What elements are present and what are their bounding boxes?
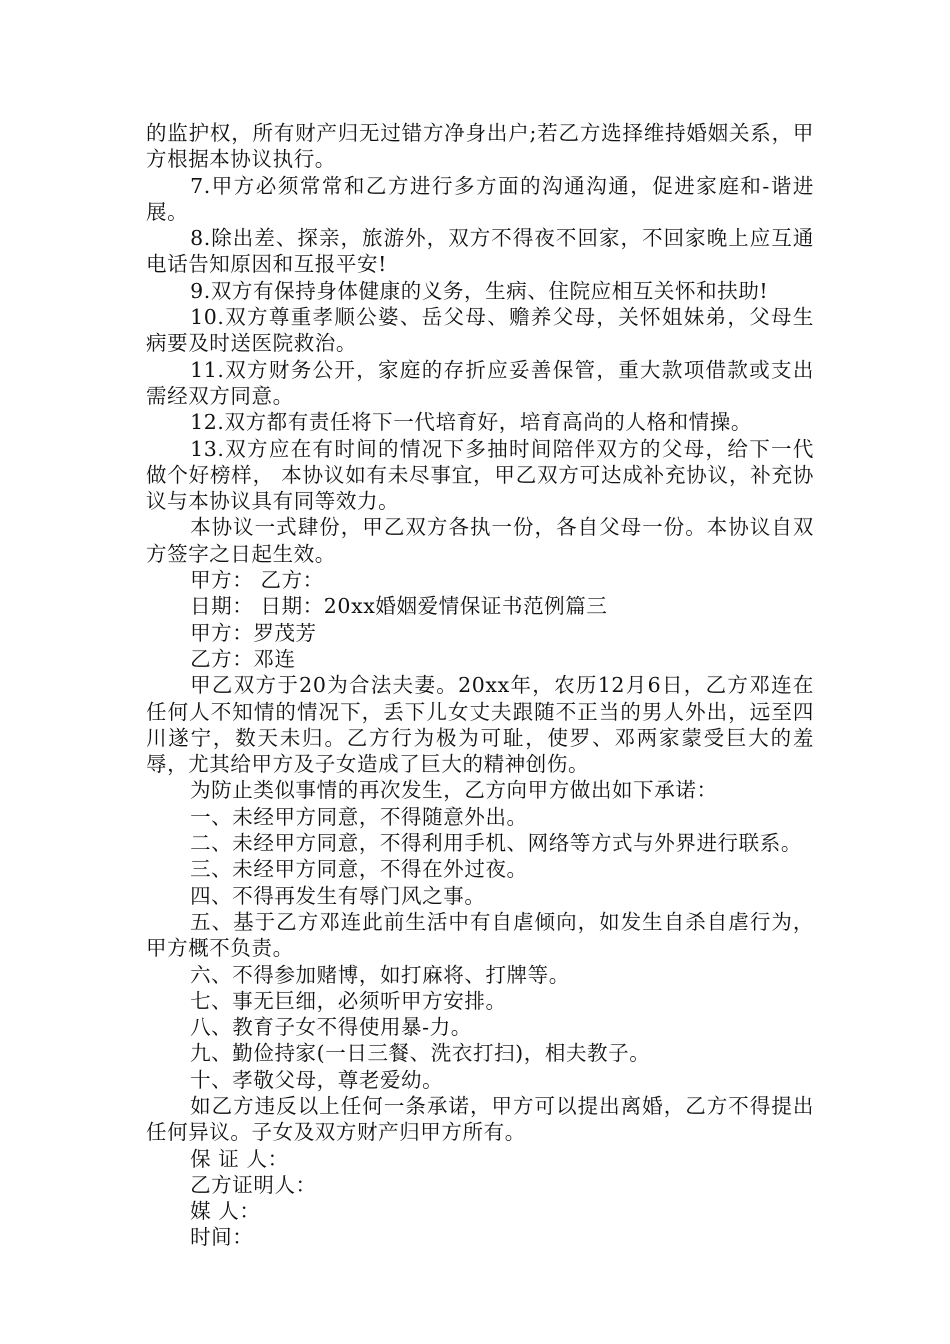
paragraph: 如乙方违反以上任何一条承诺，甲方可以提出离婚，乙方不得提出任何异议。子女及双方财产归甲方所有。 [146, 1093, 814, 1145]
list-item: 十、孝敬父母，尊老爱幼。 [190, 1067, 444, 1092]
paragraph: 甲乙双方于20为合法夫妻。20xx年，农历12月6日，乙方邓连在任何人不知情的情况下，丢下儿女丈夫跟随不正当的男人外出，远至四川遂宁，数天未归。乙方行为极为可耻，使罗、邓两家蒙受巨大的羞辱，尤其给甲方及子女造成了巨大的精神创伤。 [146, 673, 814, 777]
paragraph: 12.双方都有责任将下一代培育好，培育高尚的人格和情操。 [190, 410, 752, 435]
paragraph: 11.双方财务公开，家庭的存折应妥善保管，重大款项借款或支出需经双方同意。 [146, 357, 814, 408]
guarantor-line: 保 证 人： [190, 1146, 289, 1171]
paragraph: 8.除出差、探亲，旅游外，双方不得夜不回家，不回家晚上应互通电话告知原因和互报平安! [146, 226, 814, 277]
list-item: 四、不得再发生有辱门风之事。 [190, 883, 486, 908]
party-b-line: 乙方：邓连 [190, 646, 296, 671]
list-item: 九、勤俭持家(一日三餐、洗衣打扫)，相夫教子。 [190, 1041, 651, 1066]
witness-line: 乙方证明人： [190, 1172, 317, 1197]
list-item: 二、未经甲方同意，不得利用手机、网络等方式与外界进行联系。 [190, 831, 802, 856]
paragraph: 13.双方应在有时间的情况下多抽时间陪伴双方的父母，给下一代做个好榜样， 本协议如有未尽事宜，甲乙双方可达成补充协议，补充协议与本协议具有同等效力。 [146, 436, 814, 514]
list-item: 三、未经甲方同意，不得在外过夜。 [190, 857, 528, 882]
matchmaker-line: 媒 人： [190, 1199, 261, 1224]
paragraph: 的监护权，所有财产归无过错方净身出户;若乙方选择维持婚姻关系，甲方根据本协议执行。 [146, 121, 814, 172]
paragraph: 本协议一式肆份，甲乙双方各执一份，各自父母一份。本协议自双方签字之日起生效。 [146, 515, 814, 566]
list-item: 六、不得参加赌博，如打麻将、打牌等。 [190, 962, 570, 987]
date-line: 日期： 日期：20xx婚姻爱情保证书范例篇三 [190, 594, 608, 619]
time-line: 时间： [190, 1225, 254, 1250]
list-item: 七、事无巨细，必须听甲方安排。 [190, 988, 507, 1013]
paragraph: 为防止类似事情的再次发生，乙方向甲方做出如下承诺： [190, 778, 718, 803]
paragraph: 10.双方尊重孝顺公婆、岳父母、赡养父母，关怀姐妹弟，父母生病要及时送医院救治。 [146, 305, 814, 356]
party-a-line: 甲方：罗茂芳 [190, 620, 317, 645]
signature-line: 甲方： 乙方： [190, 568, 324, 593]
list-item: 一、未经甲方同意，不得随意外出。 [190, 804, 528, 829]
list-item: 八、教育子女不得使用暴-力。 [190, 1015, 472, 1040]
list-item: 五、基于乙方邓连此前生活中有自虐倾向，如发生自杀自虐行为，甲方概不负责。 [146, 909, 814, 961]
paragraph: 7.甲方必须常常和乙方进行多方面的沟通沟通，促进家庭和-谐进展。 [146, 173, 814, 224]
paragraph: 9.双方有保持身体健康的义务，生病、住院应相互关怀和扶助! [190, 278, 769, 303]
document-page [146, 120, 814, 1251]
